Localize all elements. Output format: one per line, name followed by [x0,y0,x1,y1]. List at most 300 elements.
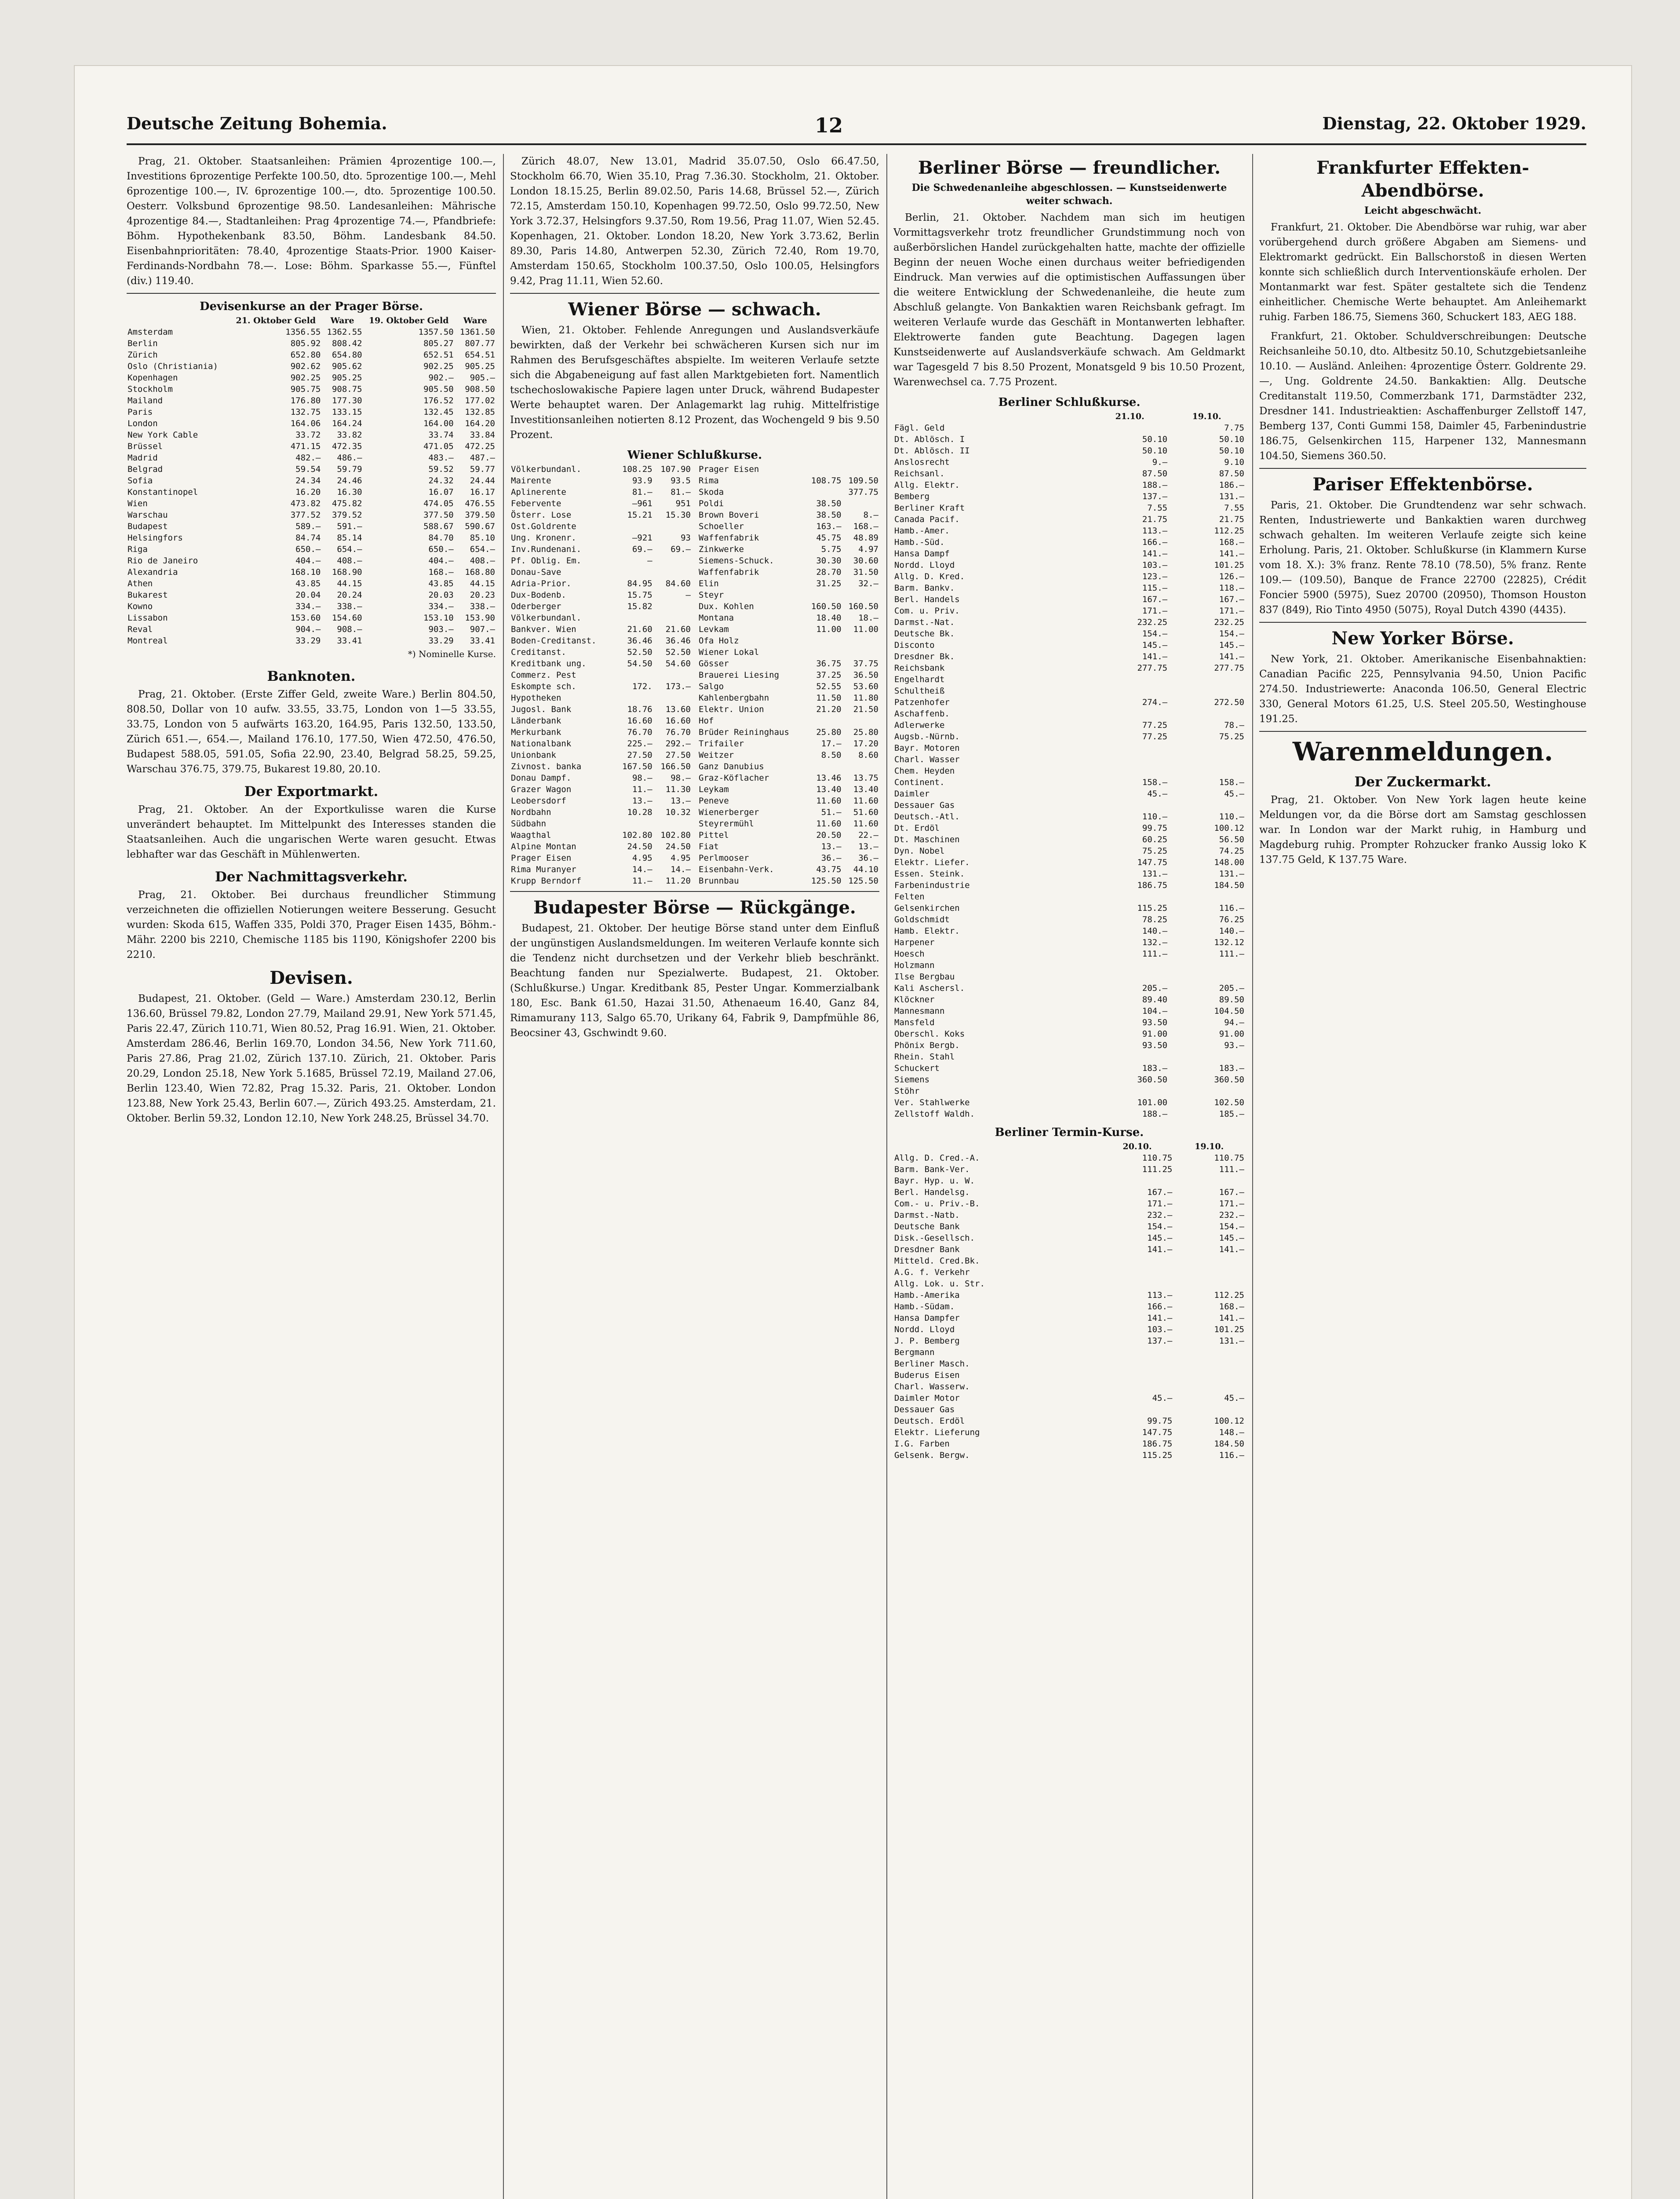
price-cell [1091,422,1168,434]
price-cell: 137.— [1147,1336,1173,1346]
table-header-cell: 19.10. [1192,412,1221,421]
table-row [127,395,496,406]
price-cell: 905.62 [332,362,362,371]
price-cell: 7.75 [1224,423,1244,433]
table-row [893,891,1245,902]
table-row [893,468,1245,479]
table-row [893,617,1245,628]
table-row [510,727,692,738]
price-cell: 104.— [1142,1006,1168,1016]
price-cell: 650.— [295,544,321,554]
price-cell: 184.50 [1214,880,1244,890]
security-name: Goldschmidt [894,915,950,924]
berlin-subheading: Die Schwedenanleihe abgeschlossen. — Kunstseidenwerte weiter schwach. [911,182,1227,207]
security-name: Dt. Erdöl [894,823,940,833]
price-cell: 404.— [295,556,321,566]
price-cell: 13.40 [816,785,842,794]
table-row [510,612,692,624]
price-cell: 171.— [1147,1199,1173,1209]
table-row [698,681,879,692]
nachmittag-heading: Der Nachmittagsverkehr. [215,869,408,885]
price-cell: 36.46 [627,636,652,646]
security-name: Zellstoff Waldh. [894,1109,975,1119]
price-cell: 654.— [337,544,362,554]
security-name: Deutsch.-Atl. [894,812,960,822]
price-cell [842,635,879,647]
price-cell: 167.— [1147,1187,1173,1197]
security-name: Continent. [894,778,945,787]
table-row [127,349,496,361]
security-name: Gelsenk. Bergw. [894,1450,970,1460]
price-cell: 22.— [858,830,878,840]
table-row [510,589,692,601]
price-cell: 131.— [1219,492,1244,501]
security-name: Oderberger [511,602,561,611]
security-name: Trifailer [699,739,744,749]
newspaper-page [75,66,1631,2199]
security-name: Waffenfabrik [699,567,759,577]
security-name: Steyrermühl [699,819,754,829]
price-cell: 16.17 [470,487,495,497]
security-name: London [128,419,158,428]
security-name: A.G. f. Verkehr [894,1268,970,1277]
security-name: Felten [894,892,925,902]
foreign-exchange-report: Zürich 48.07, New 13.01, Madrid 35.07.50, Oslo 66.47.50, Stockholm 66.70, Wien 35.10, Prag 7.36.30. Stockholm, 21. Oktober. London 18.15.25, Berlin 89.02.50, Paris 14.68, Brüssel 52.—, Zürich 72.15, Amsterdam 150.10, Kopenhagen 99.72.50, Oslo 99.72.50, New York 3.72.37, Helsingfors 9.37.50, Rom 19.56, Prag 11.07, Wien 52.45. Kopenhagen, 21. Oktober. London 18.20, New York 3.73.62, Berlin 89.30, Paris 14.80, Antwerpen 52.30, Zürich 72.40, Rom 19.70, Amsterdam 150.65, Stockholm 100.37.50, Oslo 100.05, Helsingfors 9.42, Prag 11.11, Wien 52.60. [510,156,879,287]
price-cell: 59.79 [337,464,362,474]
price-cell: 482.— [295,453,321,463]
table-row [893,994,1245,1005]
section-rule [1259,622,1586,623]
price-cell: 16.60 [627,716,652,726]
table-row [127,498,496,509]
security-name: Grazer Wagon [511,785,572,794]
price-cell: 277.75 [1137,663,1168,673]
price-cell: 50.10 [1142,446,1168,456]
table-row [893,1221,1245,1232]
table-row [893,537,1245,548]
price-cell [1168,800,1245,811]
price-cell: 24.50 [665,842,691,851]
price-cell: 140.— [1219,926,1244,936]
table-row [893,1278,1245,1289]
security-name: Holzmann [894,961,935,970]
security-name: Brauerei Liesing [699,670,780,680]
security-name: Sofia [128,476,153,486]
security-name: Anslosrecht [894,457,950,467]
security-name: J. P. Bemberg [894,1336,960,1346]
table-row [893,639,1245,651]
price-cell [1168,685,1245,697]
price-cell [1091,674,1168,685]
table-row [893,479,1245,491]
security-name: Hypotheken [511,693,561,703]
price-cell: 75.25 [1142,846,1168,856]
frankfurt-text: Frankfurt, 21. Oktober. Die Abendbörse war ruhig, war aber vorübergehend durch größere Abgaben am Siemens- und Elektromarkt gedrückt. Ein Ballschorstoß in diesen Werten konnte sich schließlich durch Interventionskäufe erholen. Der Montanmarkt war fest. Später gestaltete sich die Tendenz einheitlicher. Chemische Werte behauptet. Am Anleihemarkt ruhig. Farben 186.75, Siemens 360, Schuckert 183, AEG 188. [1259,222,1586,323]
table-row [127,486,496,498]
table-row [510,475,692,486]
column-divider [1252,154,1253,2199]
price-cell: 140.— [1142,926,1168,936]
price-cell: 154.60 [332,613,362,623]
price-cell: 125.50 [811,876,842,886]
prague-devisen-title: Devisenkurse an der Prager Börse. [199,300,423,313]
price-cell: 108.25 [622,464,652,474]
table-row [893,754,1245,765]
security-name: Wiener Lokal [699,647,759,657]
security-name: Budapest [128,522,168,531]
security-name: Ung. Kronenr. [511,533,576,543]
table-row [698,841,879,852]
security-name: Montana [699,613,734,623]
price-cell: 36.— [858,853,878,863]
security-name: Kali Aschersl. [894,983,965,993]
price-cell: 11.— [632,785,652,794]
price-cell: 24.44 [470,476,495,486]
price-cell: 141.— [1219,1313,1244,1323]
security-name: Creditanst. [511,647,566,657]
price-cell: 171.— [1142,606,1168,616]
table-row [893,434,1245,445]
table-row [698,578,879,589]
price-cell: 184.50 [1214,1439,1244,1449]
price-cell: 115.— [1142,583,1168,593]
price-cell: 11.— [632,876,652,886]
price-cell: 112.25 [1214,1290,1244,1300]
price-cell: 33.84 [470,430,495,440]
price-cell: 164.06 [290,419,321,428]
price-cell: 111.— [1219,949,1244,959]
nachmittag-text: Prag, 21. Oktober. Bei durchaus freundlicher Stimmung verzeichneten die offiziellen Notierungen weitere Besserung. Gesucht wurden: Skoda 615, Waffen 335, Poldi 370, Prager Eisen 1435, Böhm.-Mähr. 2200 bis 2210, Chemische 1185 bis 1190, Königshofer 2200 bis 2210. [127,889,496,961]
security-name: Bayr. Motoren [894,743,960,753]
price-cell: 16.30 [337,487,362,497]
price-cell: 232.25 [1137,617,1168,627]
table-row [510,829,692,841]
price-cell: 168.— [428,567,454,577]
table-row [893,742,1245,754]
price-cell: 7.55 [1147,503,1168,513]
table-row [698,669,879,681]
price-cell: 164.24 [332,419,362,428]
price-cell: 589.— [295,522,321,531]
banknoten-text: Prag, 21. Oktober. (Erste Ziffer Geld, zweite Ware.) Berlin 804.50, 808.50, Dollar von 10 aufw. 33.55, 33.75, London von 1—5 33.55, 33.75, London von 5 aufwärts 163.20, 164.95, Paris 132.50, 133.50, Zürich 651.—, 654.—, Mailand 176.10, 177.50, Wien 472.50, 476.50, Budapest 588.05, 591.05, Sofia 22.90, 23.40, Belgrad 58.25, 59.25, Warschau 376.75, 379.75, Bukarest 19.80, 20.10. [127,689,496,775]
security-name: Kreditbank ung. [511,659,587,668]
price-cell: 100.12 [1214,823,1244,833]
price-cell: 125.50 [848,876,878,886]
price-cell: 13.40 [853,785,878,794]
price-cell: 158.— [1219,778,1244,787]
price-cell [1173,1347,1245,1358]
security-name: Hamb.-Südam. [894,1302,955,1311]
security-name: Berliner Kraft [894,503,965,513]
price-cell: — [647,556,652,566]
security-name: Eisenbahn-Verk. [699,865,774,874]
table-row [698,738,879,749]
security-name: Bergmann [894,1348,935,1357]
price-cell: 48.89 [853,533,878,543]
security-name: Phönix Bergb. [894,1041,960,1050]
table-row [510,464,692,475]
table-row [698,807,879,818]
table-header-cell [893,411,1091,422]
price-cell: 11.50 [816,693,842,703]
table-row [698,509,879,521]
price-cell: 116.— [1219,903,1244,913]
price-cell: 11.60 [853,819,878,829]
table-row [893,1244,1245,1255]
table-row [893,1324,1245,1335]
price-cell: 377.75 [848,487,878,497]
price-cell: 99.75 [1147,1416,1173,1426]
table-row [510,681,692,692]
security-name: Mairente [511,476,551,486]
security-name: Länderbank [511,716,561,726]
newyork-text: New York, 21. Oktober. Amerikanische Eisenbahnaktien: Canadian Pacific 225, Pennsylvania 94.50, Union Pacific 274.50. Industriewerte: Anaconda 106.50, General Electric 330, General Motors 61.25, U.S. Steel 205.50, Westinghouse 191.25. [1259,654,1586,725]
table-row [893,914,1245,925]
security-name: Pf. Oblig. Em. [511,556,582,566]
price-cell [615,612,653,624]
price-cell: 185.— [1219,1109,1244,1119]
price-cell: 588.67 [423,522,454,531]
table-row [893,502,1245,514]
price-cell: 101.00 [1137,1098,1168,1107]
table-row [893,1051,1245,1063]
table-row [698,464,879,475]
price-cell: 205.— [1142,983,1168,993]
price-cell: 20.04 [295,590,321,600]
table-row [893,594,1245,605]
security-name: Siemens [894,1075,930,1085]
price-cell: 591.— [337,522,362,531]
security-name: Stockholm [128,384,173,394]
price-cell: 171.— [1219,606,1244,616]
price-cell: 25.80 [816,727,842,737]
security-name: Klöckner [894,995,935,1005]
security-name: Hamb.-Amerika [894,1290,960,1300]
security-name: Dessauer Gas [894,1405,955,1414]
price-cell: 177.30 [332,396,362,405]
price-cell: 277.75 [1214,663,1244,673]
table-row [893,1347,1245,1358]
table-row [510,635,692,647]
table-header-cell [893,1141,1101,1152]
security-name: Berlin [128,339,158,348]
price-cell: 102.50 [1214,1098,1244,1107]
price-cell: 52.50 [627,647,652,657]
price-cell: 292.— [665,739,691,749]
table-row [698,498,879,509]
security-name: Bemberg [894,492,930,501]
security-name: Paris [128,407,153,417]
security-name: Nordd. Lloyd [894,1325,955,1334]
table-row [510,738,692,749]
price-cell: 183.— [1219,1063,1244,1073]
security-name: Rhein. Stahl [894,1052,955,1062]
price-cell [842,589,879,601]
table-row [127,509,496,521]
price-cell: 902.62 [290,362,321,371]
price-cell: 33.41 [337,636,362,646]
security-name: Dt. Maschinen [894,835,960,844]
price-cell [842,498,879,509]
price-cell [1173,1267,1245,1278]
column-2 [510,154,879,2199]
table-row [893,1097,1245,1108]
table-row [893,605,1245,617]
price-cell: 33.41 [470,636,495,646]
table-row [698,486,879,498]
price-cell: 141.— [1147,1313,1173,1323]
table-row [698,818,879,829]
price-cell: 472.35 [332,442,362,451]
security-name: Ofa Holz [699,636,739,646]
price-cell: 379.50 [465,510,495,520]
security-name: Elektr. Union [699,705,764,714]
table-row [510,624,692,635]
price-cell: 360.50 [1137,1075,1168,1085]
security-name: Farbenindustrie [894,880,970,890]
table-row [893,1108,1245,1120]
table-header-cell: 20.10. [1122,1142,1152,1151]
price-cell: 45.— [1152,1393,1173,1403]
security-name: Donau Dampf. [511,773,572,783]
table-row [127,384,496,395]
price-cell: 377.50 [423,510,454,520]
table-row [127,544,496,555]
price-cell [1168,708,1245,720]
price-cell [653,566,692,578]
price-cell: 807.77 [465,339,495,348]
security-name: Schuckert [894,1063,940,1073]
security-name: Waffenfabrik [699,533,759,543]
table-row [893,708,1245,720]
table-row [698,749,879,761]
frankfurt-text-2: Frankfurt, 21. Oktober. Schuldverschreibungen: Deutsche Reichsanleihe 50.10, dto. Altbesitz 50.10, Schutzgebietsanleihe 10.10. — Ausländ. Anleihen: 4prozentige Österr. Goldrente 29.—, Ung. Goldrente 24.50. Bankaktien: Allg. Deutsche Creditanstalt 119.50, Commerzbank 171, Darmstädter 232, Dresdner 141. Industrieaktien: Aschaffenburger Zellstoff 147, Bemberg 137, Conti Gummi 158, Daimler 45, Farbenindustrie 186.75, Gelsenkirchen 115, Harpener 132, Mannesmann 104.50, Siemens 360.50. [1259,331,1586,462]
price-cell: 111.— [1142,949,1168,959]
price-cell: 183.— [1142,1063,1168,1073]
price-cell: 172. [632,682,652,691]
price-cell: 168.— [1219,1302,1244,1311]
price-cell: 141.— [1219,1245,1244,1254]
price-cell [1168,891,1245,902]
price-cell: 654.80 [332,350,362,360]
price-cell: 110.75 [1214,1153,1244,1163]
table-row [510,807,692,818]
price-cell: 36.75 [816,659,842,668]
price-cell: 21.50 [853,705,878,714]
price-cell: 31.25 [816,579,842,588]
price-cell [1168,1051,1245,1063]
price-cell: 30.30 [816,556,842,566]
price-cell: 20.24 [337,590,362,600]
table-row [127,441,496,452]
price-cell: 113.— [1142,526,1168,536]
price-cell: 186.75 [1137,880,1168,890]
price-cell: 171.— [1219,1199,1244,1209]
price-cell: 132.— [1142,938,1168,947]
security-name: Patzenhofer [894,698,950,707]
security-name: Rima [699,476,719,486]
price-cell: 17.20 [853,739,878,749]
security-name: Brown Boveri [699,510,759,520]
security-name: Barm. Bankv. [894,583,955,593]
table-row [127,601,496,612]
security-name: Allg. Lok. u. Str. [894,1279,985,1289]
table-row [893,571,1245,582]
table-row [127,406,496,418]
security-name: Fägl. Geld [894,423,945,433]
price-cell: 951 [675,499,691,508]
table-header-cell: 21. Oktober Geld [236,316,316,325]
table-row [127,429,496,441]
table-row [893,1152,1245,1164]
table-row [510,658,692,669]
security-name: Allg. D. Kred. [894,572,965,581]
security-name: Inv.Rundenani. [511,544,582,554]
security-name: Nordbahn [511,807,551,817]
security-name: Gösser [699,659,729,668]
security-name: Dessauer Gas [894,800,955,810]
price-cell: 36.46 [665,636,691,646]
price-cell: 118.— [1219,583,1244,593]
table-row [698,864,879,875]
price-cell: 115.25 [1142,1450,1173,1460]
price-cell [1173,1358,1245,1370]
price-cell: 902.— [428,373,454,383]
price-cell: 472.25 [465,442,495,451]
frankfurt-heading: Frankfurter Effekten-Abendbörse. [1316,157,1529,201]
table-row [893,720,1245,731]
price-cell [653,521,692,532]
table-row [893,1175,1245,1187]
table-row [698,532,879,544]
security-name: Hansa Dampf [894,549,950,559]
price-cell: 905.25 [465,362,495,371]
price-cell: 84.95 [627,579,652,588]
berlin-termin-title: Berliner Termin-Kurse. [995,1126,1144,1139]
price-cell: 907.— [470,625,495,634]
price-cell: 905.25 [332,373,362,383]
table-row [893,983,1245,994]
berlin-heading: Berliner Börse — freundlicher. [918,157,1221,178]
price-cell: 232.— [1147,1210,1173,1220]
price-cell: 14.— [632,865,652,874]
security-name: Konstantinopel [128,487,198,497]
table-row [510,578,692,589]
price-cell: 168.90 [332,567,362,577]
price-cell: 176.52 [423,396,454,405]
table-row [893,1187,1245,1198]
security-name: Hamb.-Süd. [894,537,945,547]
price-cell: 77.25 [1142,732,1168,742]
table-header-cell [127,315,230,326]
price-cell: 103.— [1147,1325,1173,1334]
price-cell: 476.55 [465,499,495,508]
table-row [893,1381,1245,1392]
table-row [510,521,692,532]
price-cell: 908.75 [332,384,362,394]
table-row [893,1040,1245,1051]
price-cell [1101,1370,1173,1381]
security-name: Adria-Prior. [511,579,572,588]
price-cell [1101,1404,1173,1415]
table-row [893,1232,1245,1244]
security-name: Ilse Bergbau [894,972,955,982]
exportmarkt-text: Prag, 21. Oktober. An der Exportkulisse waren die Kurse unverändert behauptet. Im Mittelpunkt des Interesses standen die Staatsanleihen. Auch die ungarischen Werte waren gesucht. Etwas lebhafter war das Geschäft in Mühlenwerten. [127,804,496,860]
price-cell: 115.25 [1137,903,1168,913]
table-row [698,521,879,532]
price-cell: 11.20 [665,876,691,886]
price-cell: 167.50 [622,762,652,771]
